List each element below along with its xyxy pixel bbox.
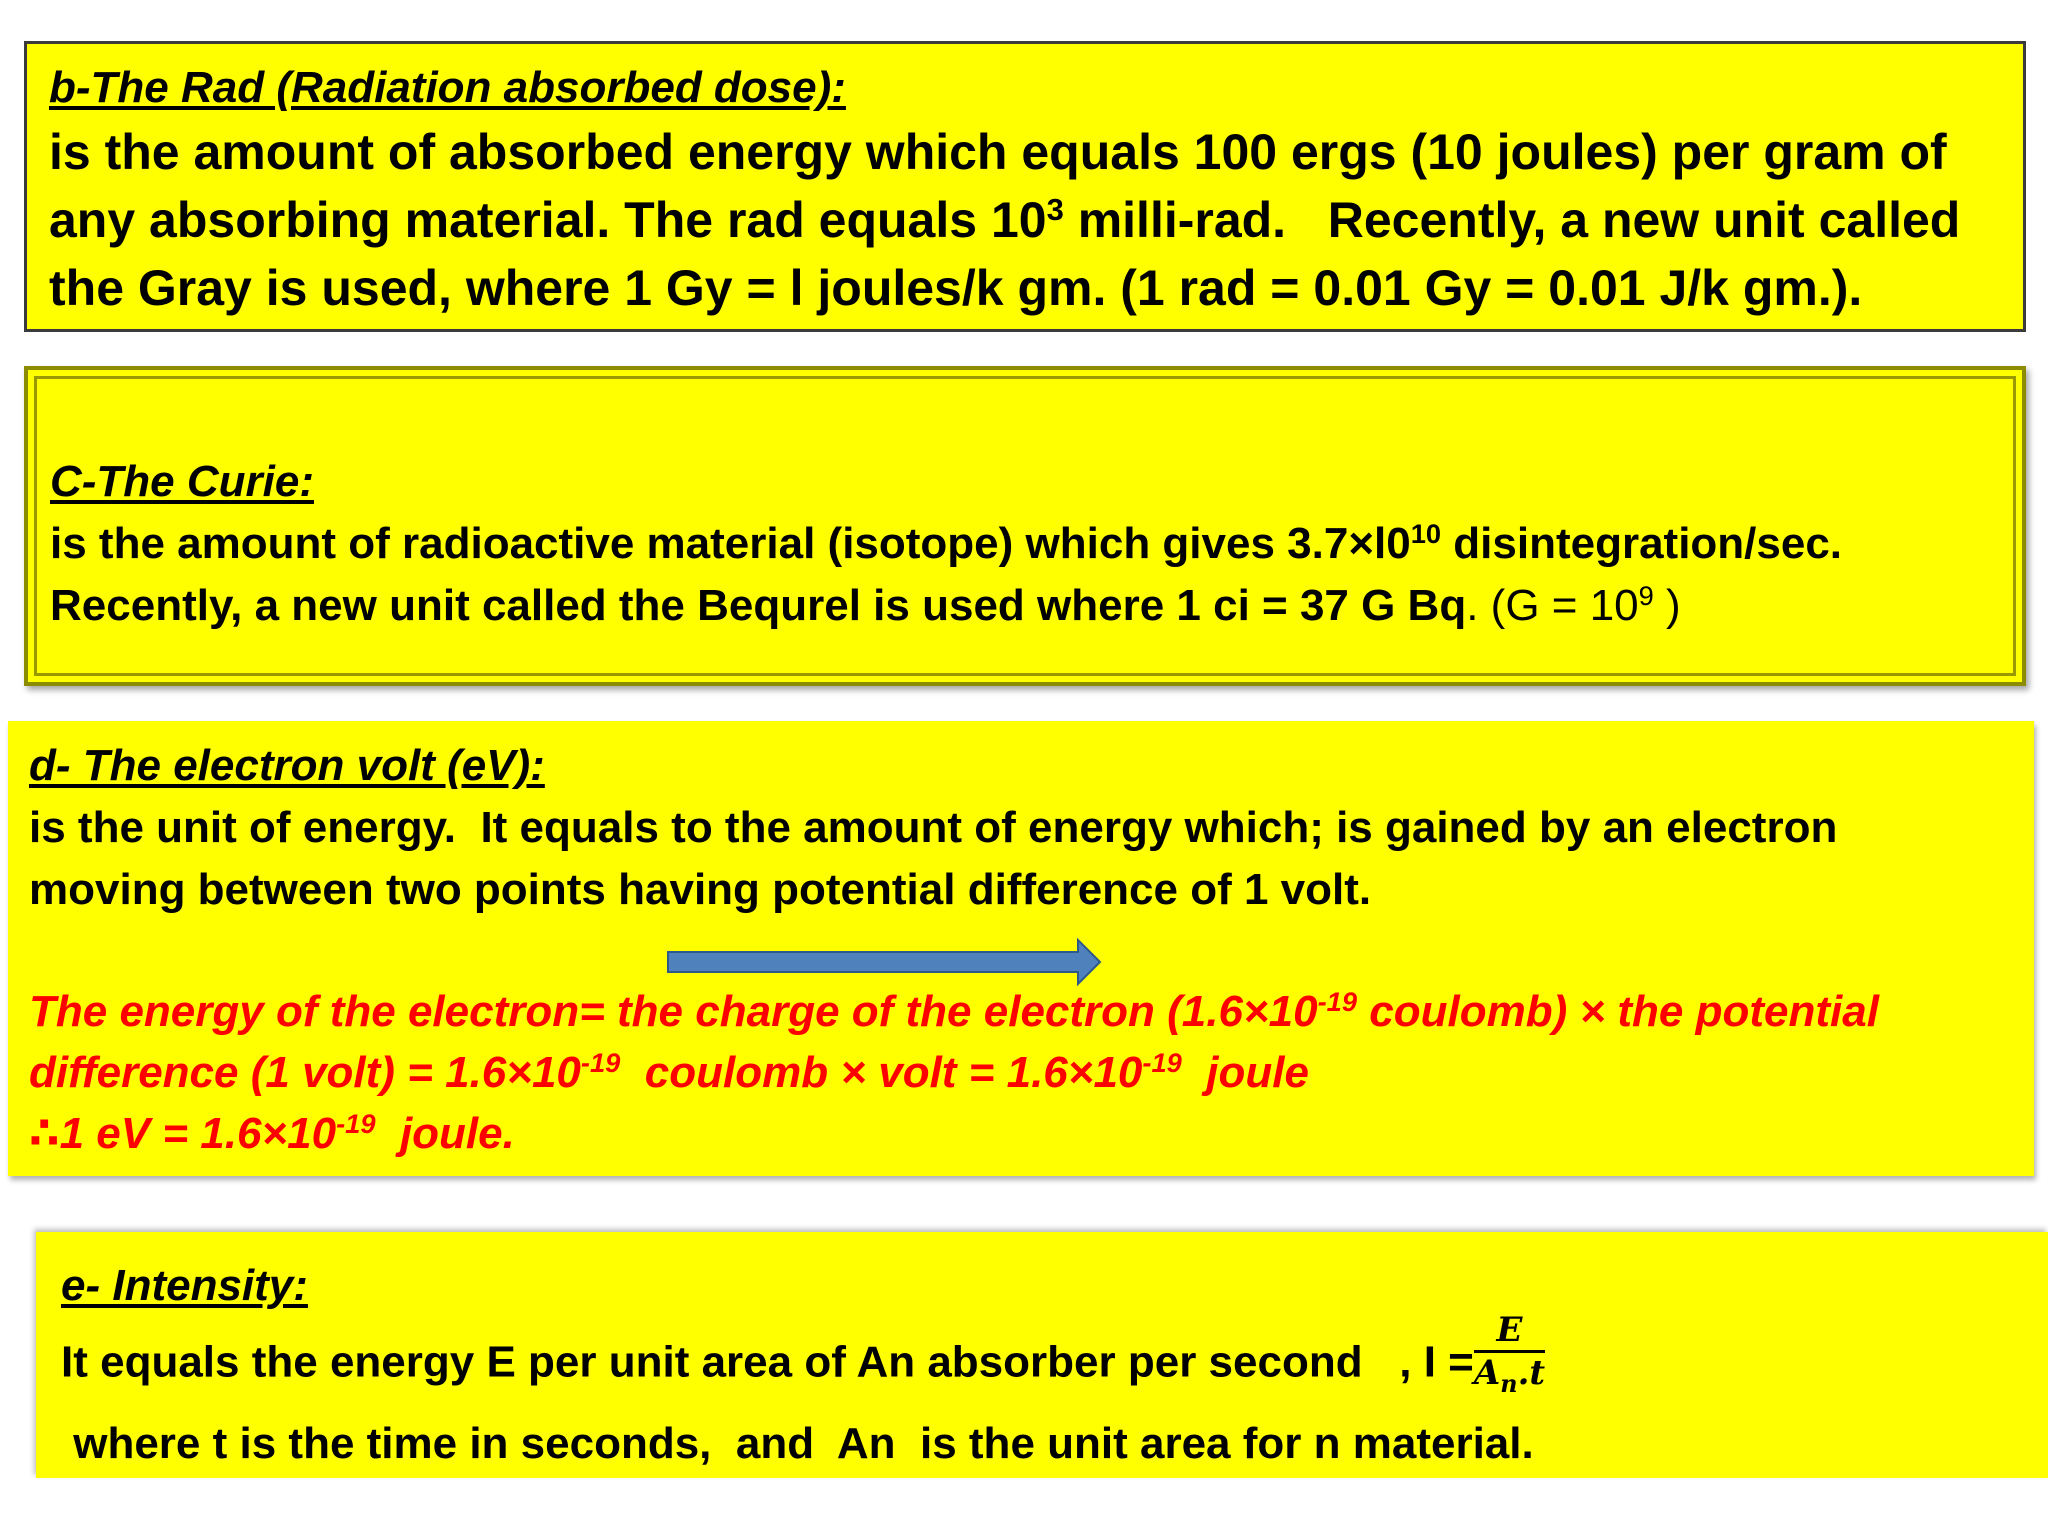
electron-volt-heading: d- The electron volt (eV): — [29, 741, 545, 790]
electron-volt-red-1-post: coulomb) × the potential — [1357, 987, 1879, 1036]
electron-volt-red-2-a: difference (1 volt) = 1.6×10 — [29, 1048, 581, 1097]
electron-volt-red-2-sup-2: -19 — [1142, 1047, 1182, 1078]
electron-volt-red-line-1 — [29, 981, 2034, 1042]
electron-volt-red-line-2 — [29, 1042, 2034, 1103]
rad-line-3: the Gray is used, where 1 Gy = l joules/k gm. (1 rad = 0.01 Gy = 0.01 J/k gm.). — [49, 260, 1863, 316]
curie-line-1-sup: 10 — [1410, 518, 1442, 549]
electron-volt-red-2-b: coulomb × volt = 1.6×10 — [620, 1048, 1143, 1097]
rad-section — [24, 41, 2026, 332]
intensity-line-2: where t is the time in seconds, and An is the unit area for n material. — [61, 1418, 1534, 1468]
curie-inner-frame — [34, 376, 2016, 676]
electron-volt-red-2-sup-1: -19 — [580, 1047, 621, 1078]
electron-volt-section — [8, 721, 2034, 1176]
intensity-line-1 — [61, 1310, 2048, 1412]
curie-line-2-normal-post: ) — [1653, 581, 1681, 630]
rad-line-2-sup: 3 — [1046, 191, 1064, 227]
fraction-denominator-rest: .t — [1517, 1353, 1546, 1393]
rad-line-1: is the amount of absorbed energy which equals 100 ergs (10 joules) per gram of — [49, 124, 1947, 180]
curie-line-2-normal-pre: . (G = 10 — [1466, 581, 1639, 630]
curie-section — [24, 366, 2026, 686]
electron-volt-red-1-sup: -19 — [1317, 986, 1358, 1017]
fraction-numerator: E — [1474, 1310, 1545, 1353]
fraction-denominator-base: A — [1473, 1353, 1501, 1393]
curie-line-1-post: disintegration/sec. — [1441, 519, 1843, 568]
curie-line-2-bold: Recently, a new unit called the Bequrel is used where 1 ci = 37 G Bq — [50, 581, 1467, 630]
intensity-section — [36, 1232, 2048, 1478]
rad-line-2-pre: any absorbing material. The rad equals 10 — [49, 192, 1047, 248]
intensity-line-1-text: It equals the energy E per unit area of An absorber per second , I = — [61, 1337, 1474, 1387]
electron-volt-red-3-sup: -19 — [336, 1108, 376, 1139]
electron-volt-red-2-c: joule — [1181, 1048, 1309, 1097]
curie-line-1-pre: is the amount of radioactive material (isotope) which gives 3.7×l0 — [50, 519, 1411, 568]
electron-volt-red-3-pre: ∴1 eV = 1.6×10 — [29, 1109, 337, 1158]
electron-volt-red-3-post: joule. — [375, 1109, 515, 1158]
fraction-denominator-sub: n — [1500, 1369, 1518, 1398]
rad-heading: b-The Rad (Radiation absorbed dose): — [49, 63, 846, 112]
intensity-formula-fraction — [1474, 1310, 1545, 1404]
rad-line-2 — [49, 186, 2023, 254]
electron-volt-red-1-pre: The energy of the electron= the charge of the electron (1.6×10 — [29, 987, 1318, 1036]
curie-line-2-sup: 9 — [1638, 580, 1654, 611]
curie-line-1 — [50, 513, 2013, 575]
curie-line-2 — [50, 575, 2013, 637]
right-arrow-icon — [666, 937, 1102, 987]
electron-volt-red-line-3 — [29, 1103, 2034, 1164]
intensity-heading: e- Intensity: — [61, 1261, 308, 1310]
fraction-denominator — [1474, 1353, 1545, 1404]
electron-volt-line-2: moving between two points having potential difference of 1 volt. — [29, 865, 1372, 914]
curie-heading: C-The Curie: — [50, 457, 314, 506]
electron-volt-line-1: is the unit of energy. It equals to the amount of energy which; is gained by an electron — [29, 803, 1838, 852]
rad-line-2-post: milli-rad. Recently, a new unit called — [1063, 192, 1961, 248]
